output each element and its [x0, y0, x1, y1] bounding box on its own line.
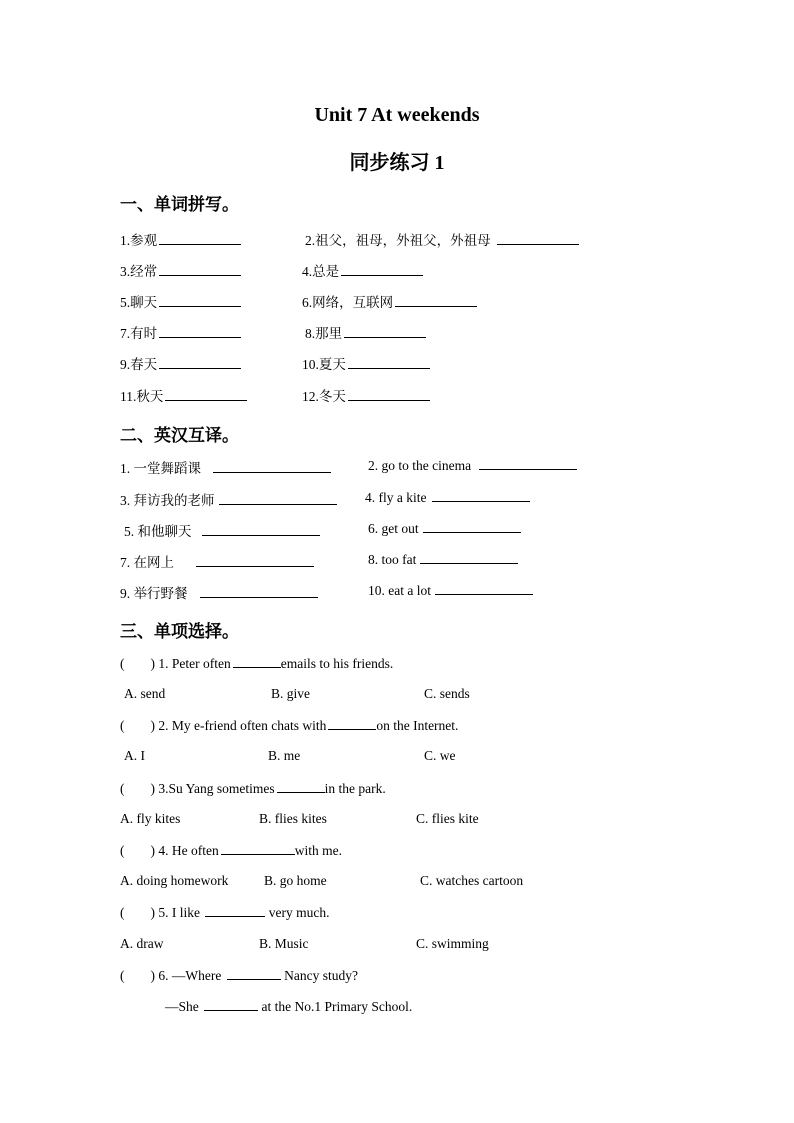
answer-blank[interactable]: [219, 492, 337, 505]
worksheet-title: Unit 7 At weekends: [314, 104, 480, 126]
s1-item-text: 4.总是: [302, 264, 340, 279]
answer-blank[interactable]: [159, 325, 241, 338]
s1-item-6: [302, 291, 477, 311]
mc-option-1a[interactable]: A. send: [124, 686, 166, 701]
question-text: 1. Peter often: [158, 656, 231, 671]
answer-blank[interactable]: [200, 585, 318, 598]
question-text: —She: [165, 999, 199, 1014]
question-text: 6. —Where: [158, 968, 222, 983]
answer-blank[interactable]: [159, 232, 241, 245]
answer-blank[interactable]: [348, 388, 430, 401]
s2-item-10: [368, 582, 533, 599]
s1-item-8: [305, 322, 426, 342]
s1-item-text: 3.经常: [120, 264, 158, 279]
s1-item-12: [302, 385, 430, 405]
s1-item-text: 1.参观: [120, 233, 158, 248]
mc-option-2c[interactable]: C. we: [424, 748, 456, 763]
s2-item-text: 7. 在网上: [120, 555, 174, 570]
answer-blank[interactable]: [420, 551, 518, 564]
s1-item-text: 9.春天: [120, 357, 158, 372]
mc-question-3: [120, 780, 386, 797]
s1-item-text: 5.聊天: [120, 295, 158, 310]
mc-question-4: [120, 842, 342, 859]
worksheet-subtitle: 同步练习 1: [349, 152, 445, 174]
s1-item-text: 11.秋天: [120, 389, 164, 404]
s1-item-5: [120, 291, 241, 311]
answer-paren-open: (: [120, 968, 125, 983]
s1-item-text: 6.网络，互联网: [302, 295, 394, 310]
mc-option-2a[interactable]: A. I: [124, 748, 145, 763]
answer-blank[interactable]: [213, 460, 331, 473]
section3-heading: 三、单项选择。: [120, 622, 239, 642]
mc-option-5c[interactable]: C. swimming: [416, 936, 489, 951]
s1-item-11: [120, 385, 247, 405]
answer-paren-open: (: [120, 843, 125, 858]
mc-question-5: [120, 904, 329, 921]
question-text: emails to his friends.: [280, 656, 394, 671]
answer-blank[interactable]: [479, 457, 577, 470]
s1-item-text: 7.有时: [120, 326, 158, 341]
answer-blank[interactable]: [227, 967, 281, 980]
s2-item-text: 2. go to the cinema: [368, 458, 472, 473]
mc-option-3b[interactable]: B. flies kites: [259, 811, 327, 826]
answer-blank[interactable]: [205, 904, 265, 917]
mc-option-2b[interactable]: B. me: [268, 748, 301, 763]
s1-item-3: [120, 260, 241, 280]
question-text: very much.: [268, 905, 330, 920]
mc-question-2: [120, 717, 458, 734]
s1-item-2: [305, 229, 579, 249]
answer-paren-open: (: [120, 656, 125, 671]
question-text: with me.: [294, 843, 342, 858]
s1-item-text: 8.那里: [305, 326, 343, 341]
answer-blank[interactable]: [204, 998, 258, 1011]
question-text: in the park.: [324, 781, 386, 796]
s1-item-text: 2.祖父，祖母，外祖父，外祖母: [305, 233, 491, 248]
mc-option-3a[interactable]: A. fly kites: [120, 811, 181, 826]
answer-blank[interactable]: [202, 523, 320, 536]
mc-option-5a[interactable]: A. draw: [120, 936, 164, 951]
s2-item-text: 5. 和他聊天: [124, 524, 192, 539]
s2-item-4: [365, 489, 530, 506]
s2-item-text: 4. fly a kite: [365, 490, 427, 505]
s1-item-9: [120, 353, 241, 373]
section1-heading: 一、单词拼写。: [120, 195, 239, 215]
answer-blank[interactable]: [221, 842, 295, 855]
s2-item-9: [120, 582, 318, 602]
question-text: on the Internet.: [376, 718, 459, 733]
answer-blank[interactable]: [159, 294, 241, 307]
s2-item-text: 6. get out: [368, 521, 419, 536]
s2-item-2: [368, 457, 577, 474]
answer-paren-close: ): [150, 905, 155, 920]
answer-blank[interactable]: [159, 356, 241, 369]
answer-paren-open: (: [120, 781, 125, 796]
answer-paren-close: ): [150, 843, 155, 858]
answer-blank[interactable]: [165, 388, 247, 401]
answer-blank[interactable]: [344, 325, 426, 338]
s2-item-5: [124, 520, 320, 540]
s1-item-1: [120, 229, 241, 249]
answer-blank[interactable]: [348, 356, 430, 369]
answer-blank[interactable]: [233, 655, 281, 668]
s1-item-text: 12.冬天: [302, 389, 346, 404]
answer-paren-open: (: [120, 905, 125, 920]
s2-item-text: 8. too fat: [368, 552, 417, 567]
answer-blank[interactable]: [435, 582, 533, 595]
answer-blank[interactable]: [159, 263, 241, 276]
s2-item-1: [120, 457, 331, 477]
answer-paren-open: (: [120, 718, 125, 733]
s2-item-6: [368, 520, 521, 537]
s2-item-8: [368, 551, 518, 568]
question-text: 3.Su Yang sometimes: [158, 781, 275, 796]
answer-paren-close: ): [150, 718, 155, 733]
mc-question-6-line2: [165, 998, 412, 1015]
answer-blank[interactable]: [328, 717, 376, 730]
s2-item-text: 10. eat a lot: [368, 583, 431, 598]
question-text: Nancy study?: [284, 968, 358, 983]
s1-item-text: 10.夏天: [302, 357, 346, 372]
mc-question-6: [120, 967, 358, 984]
mc-option-5b[interactable]: B. Music: [259, 936, 309, 951]
mc-option-4c[interactable]: C. watches cartoon: [420, 873, 524, 888]
answer-paren-close: ): [150, 968, 155, 983]
answer-blank[interactable]: [196, 554, 314, 567]
answer-paren-close: ): [150, 781, 155, 796]
answer-blank[interactable]: [497, 232, 579, 245]
mc-option-4b[interactable]: B. go home: [264, 873, 327, 888]
answer-blank[interactable]: [395, 294, 477, 307]
s2-item-7: [120, 551, 314, 571]
answer-blank[interactable]: [432, 489, 530, 502]
question-text: 4. He often: [158, 843, 219, 858]
mc-option-4a[interactable]: A. doing homework: [120, 873, 229, 888]
s1-item-4: [302, 260, 423, 280]
mc-option-1c[interactable]: C. sends: [424, 686, 470, 701]
question-text: 2. My e-friend often chats with: [158, 718, 327, 733]
question-text: at the No.1 Primary School.: [261, 999, 413, 1014]
s1-item-10: [302, 353, 430, 373]
answer-blank[interactable]: [277, 780, 325, 793]
answer-blank[interactable]: [423, 520, 521, 533]
mc-option-3c[interactable]: C. flies kite: [416, 811, 479, 826]
question-text: 5. I like: [158, 905, 200, 920]
s2-item-3: [120, 489, 337, 509]
mc-option-1b[interactable]: B. give: [271, 686, 310, 701]
mc-question-1: [120, 655, 393, 672]
s1-item-7: [120, 322, 241, 342]
s2-item-text: 9. 举行野餐: [120, 586, 188, 601]
s2-item-text: 3. 拜访我的老师: [120, 493, 215, 508]
section2-heading: 二、英汉互译。: [120, 426, 239, 446]
answer-paren-close: ): [150, 656, 155, 671]
answer-blank[interactable]: [341, 263, 423, 276]
s2-item-text: 1. 一堂舞蹈课: [120, 461, 201, 476]
